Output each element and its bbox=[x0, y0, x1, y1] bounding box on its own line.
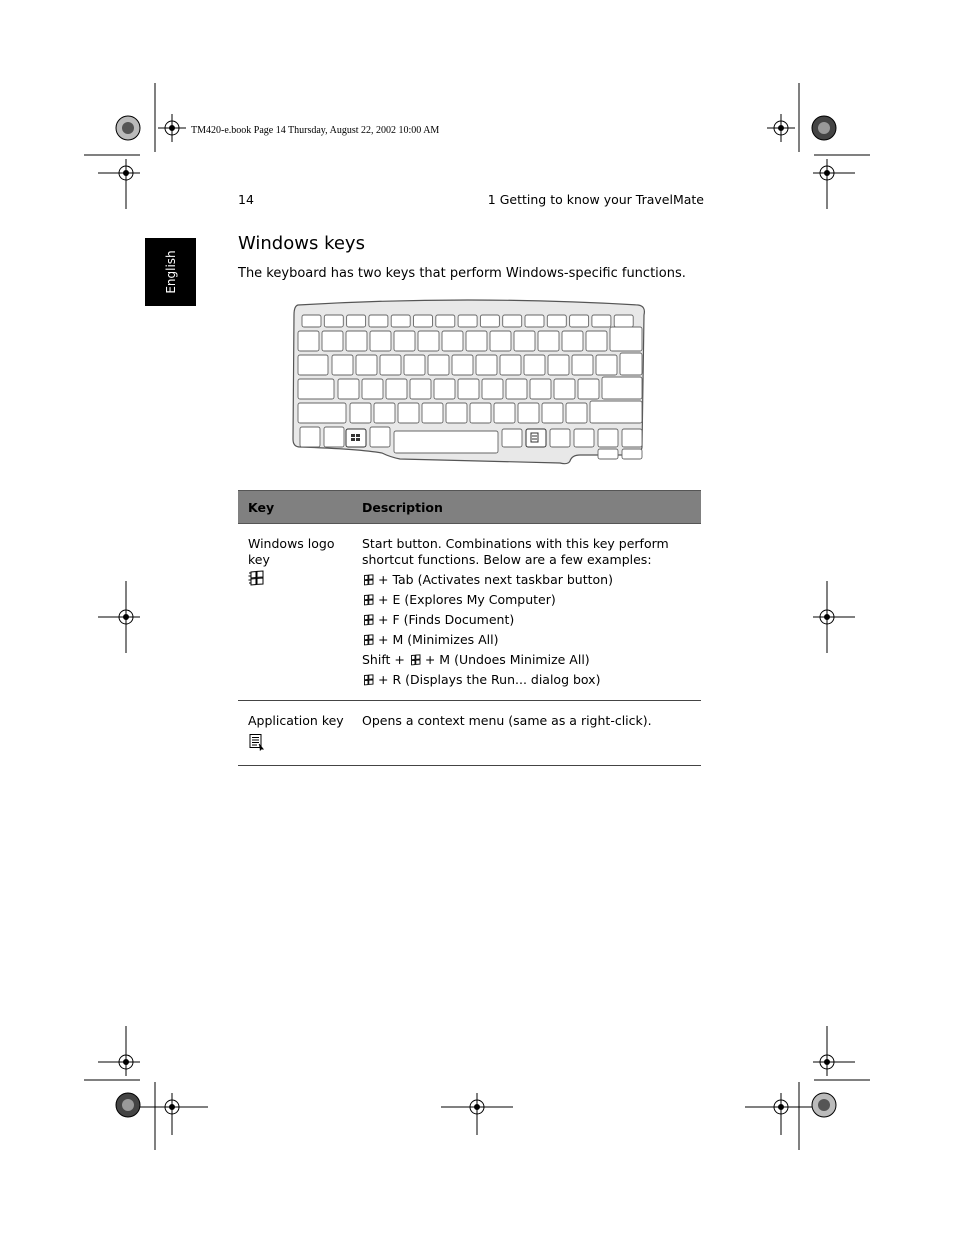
description-cell bbox=[352, 524, 701, 701]
keyboard-key bbox=[398, 403, 419, 423]
keyboard-key bbox=[476, 355, 497, 375]
keyboard-key bbox=[578, 379, 599, 399]
keyboard-key bbox=[550, 429, 570, 447]
keyboard-key bbox=[350, 403, 371, 423]
keyboard-key bbox=[394, 331, 415, 351]
keyboard-key bbox=[548, 355, 569, 375]
windows-logo-icon bbox=[362, 574, 375, 586]
keyboard-key bbox=[362, 379, 383, 399]
keyboard-key bbox=[452, 355, 473, 375]
table-row bbox=[238, 701, 701, 766]
keyboard-key bbox=[414, 315, 433, 327]
keyboard-key bbox=[458, 315, 477, 327]
shortcut-combo bbox=[362, 592, 697, 608]
keyboard-key bbox=[347, 315, 366, 327]
keyboard-key bbox=[374, 403, 395, 423]
combo-text: + R (Displays the Run... dialog box) bbox=[378, 672, 601, 687]
keyboard-key bbox=[542, 403, 563, 423]
keyboard-key bbox=[598, 449, 618, 459]
keyboard-key bbox=[369, 315, 388, 327]
keyboard-key bbox=[446, 403, 467, 423]
keyboard-key bbox=[436, 315, 455, 327]
windows-logo-icon bbox=[362, 634, 375, 646]
header-key: Key bbox=[238, 491, 352, 524]
keyboard-key bbox=[324, 427, 344, 447]
keyboard-key bbox=[494, 403, 515, 423]
section-title: Windows keys bbox=[238, 233, 365, 254]
keyboard-key bbox=[332, 355, 353, 375]
keyboard-key bbox=[503, 315, 522, 327]
keyboard-key bbox=[298, 403, 346, 423]
keyboard-key bbox=[570, 315, 589, 327]
keyboard-key bbox=[298, 355, 328, 375]
keyboard-key bbox=[470, 403, 491, 423]
keyboard-key bbox=[418, 331, 439, 351]
keyboard-key bbox=[592, 315, 611, 327]
keyboard-key bbox=[482, 379, 503, 399]
keyboard-key bbox=[530, 379, 551, 399]
keyboard-key bbox=[480, 315, 499, 327]
header-description: Description bbox=[352, 491, 701, 524]
keyboard-key bbox=[298, 331, 319, 351]
keyboard-key bbox=[490, 331, 511, 351]
shortcut-combo bbox=[362, 672, 697, 688]
shortcut-combo bbox=[362, 632, 697, 648]
keyboard-key bbox=[442, 331, 463, 351]
keyboard-key bbox=[386, 379, 407, 399]
keyboard-key bbox=[466, 331, 487, 351]
keyboard-key bbox=[434, 379, 455, 399]
keyboard-key bbox=[394, 431, 498, 453]
keyboard-key bbox=[538, 331, 559, 351]
keyboard-key bbox=[614, 315, 633, 327]
keyboard-key bbox=[338, 379, 359, 399]
windows-keys-table bbox=[238, 490, 701, 766]
shortcut-combo bbox=[362, 612, 697, 628]
shortcut-combo bbox=[362, 652, 697, 668]
windows-logo-icon bbox=[248, 570, 266, 586]
keyboard-illustration bbox=[290, 297, 646, 467]
description-text: Opens a context menu (same as a right-click). bbox=[362, 713, 652, 728]
keyboard-key bbox=[586, 331, 607, 351]
combo-text: + E (Explores My Computer) bbox=[378, 592, 556, 607]
keyboard-key bbox=[300, 427, 320, 447]
keyboard-key bbox=[324, 315, 343, 327]
keyboard-key bbox=[562, 331, 583, 351]
key-name: Application key bbox=[248, 713, 344, 728]
application-key-highlight bbox=[526, 429, 546, 447]
keyboard-key bbox=[322, 331, 343, 351]
keyboard-key bbox=[572, 355, 593, 375]
keyboard-key bbox=[346, 331, 367, 351]
keyboard-key bbox=[574, 429, 594, 447]
keyboard-key bbox=[620, 353, 642, 375]
keyboard-key bbox=[380, 355, 401, 375]
keyboard-key bbox=[356, 355, 377, 375]
key-cell bbox=[238, 524, 352, 701]
keyboard-key bbox=[514, 331, 535, 351]
keyboard-key bbox=[422, 403, 443, 423]
table-header-row bbox=[238, 491, 701, 524]
running-head: 1 Getting to know your TravelMate bbox=[487, 192, 704, 207]
windows-logo-key-highlight bbox=[346, 429, 366, 447]
keyboard-key bbox=[500, 355, 521, 375]
combo-list bbox=[362, 572, 697, 688]
book-header: TM420-e.book Page 14 Thursday, August 22, 2002 10:00 AM bbox=[191, 125, 440, 136]
keyboard-key bbox=[554, 379, 575, 399]
keyboard-key bbox=[518, 403, 539, 423]
application-key-icon bbox=[248, 733, 266, 751]
keyboard-key bbox=[302, 315, 321, 327]
keyboard-key bbox=[428, 355, 449, 375]
keyboard-key bbox=[524, 355, 545, 375]
keyboard-key bbox=[596, 355, 617, 375]
keyboard-key bbox=[404, 355, 425, 375]
key-cell bbox=[238, 701, 352, 766]
description-cell bbox=[352, 701, 701, 766]
keyboard-key bbox=[502, 429, 522, 447]
windows-logo-icon bbox=[362, 674, 375, 686]
keyboard-key bbox=[602, 377, 642, 399]
keyboard-key bbox=[458, 379, 479, 399]
keyboard-key bbox=[598, 429, 618, 447]
combo-text: + Tab (Activates next taskbar button) bbox=[378, 572, 613, 587]
combo-text: + M (Minimizes All) bbox=[378, 632, 499, 647]
keyboard-key bbox=[622, 429, 642, 447]
keyboard-key bbox=[525, 315, 544, 327]
windows-logo-icon bbox=[409, 654, 422, 666]
keyboard-key bbox=[410, 379, 431, 399]
keyboard-key bbox=[298, 379, 334, 399]
keyboard-key bbox=[610, 327, 642, 351]
combo-text: + M (Undoes Minimize All) bbox=[424, 652, 590, 667]
intro-paragraph: The keyboard has two keys that perform Windows-specific functions. bbox=[238, 266, 686, 281]
windows-logo-icon bbox=[362, 614, 375, 626]
combo-text: + F (Finds Document) bbox=[378, 612, 515, 627]
keyboard-key bbox=[391, 315, 410, 327]
keyboard-key bbox=[370, 331, 391, 351]
keyboard-key bbox=[370, 427, 390, 447]
keyboard-key bbox=[506, 379, 527, 399]
shortcut-combo bbox=[362, 572, 697, 588]
language-tab bbox=[145, 238, 196, 306]
table-row bbox=[238, 524, 701, 701]
key-name: Windows logo key bbox=[248, 536, 335, 567]
keyboard-key bbox=[590, 401, 642, 423]
page-number: 14 bbox=[238, 192, 254, 207]
windows-logo-icon bbox=[362, 594, 375, 606]
keyboard-key bbox=[622, 449, 642, 459]
combo-prefix: Shift + bbox=[362, 652, 405, 667]
keyboard-key bbox=[547, 315, 566, 327]
language-tab-label: English bbox=[163, 250, 178, 294]
keyboard-key bbox=[566, 403, 587, 423]
description-text: Start button. Combinations with this key perform shortcut functions. Below are a few examples: bbox=[362, 536, 669, 567]
